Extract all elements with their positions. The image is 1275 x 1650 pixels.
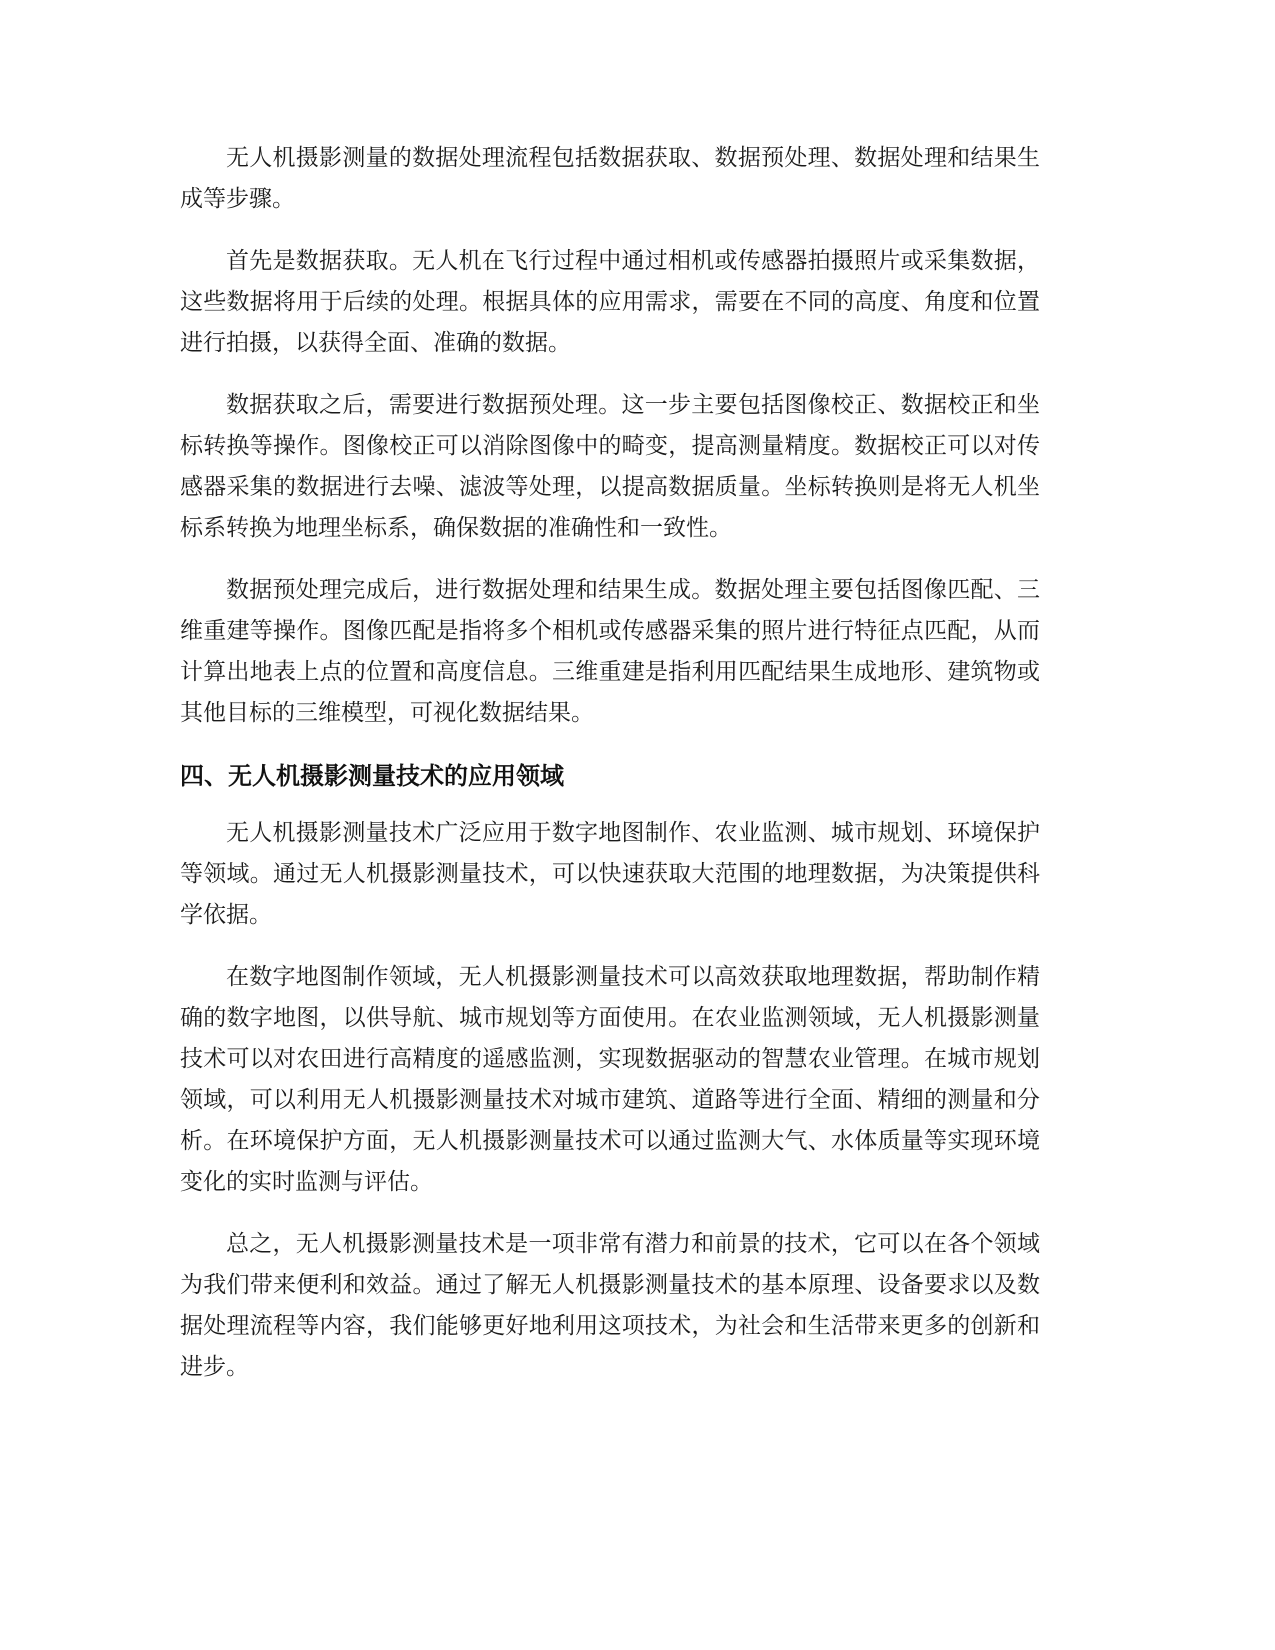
- paragraph-data-acquisition: 首先是数据获取。无人机在飞行过程中通过相机或传感器拍摄照片或采集数据，这些数据将用于后续的处理。根据具体的应用需求，需要在不同的高度、角度和位置进行拍摄，以获得全面、准确的数据。: [180, 248, 1040, 356]
- paragraph-data-processing-results: 数据预处理完成后，进行数据处理和结果生成。数据处理主要包括图像匹配、三维重建等操作。图像匹配是指将多个相机或传感器采集的照片进行特征点匹配，从而计算出地表上点的位置和高度信息。三维重建是指利用匹配结果生成地形、建筑物或其他目标的三维模型，可视化数据结果。: [180, 577, 1040, 726]
- paragraph-application-fields: 在数字地图制作领域，无人机摄影测量技术可以高效获取地理数据，帮助制作精确的数字地图，以供导航、城市规划等方面使用。在农业监测领域，无人机摄影测量技术可以对农田进行高精度的遥感监测，实现数据驱动的智慧农业管理。在城市规划领域，可以利用无人机摄影测量技术对城市建筑、道路等进行全面、精细的测量和分析。在环境保护方面，无人机摄影测量技术可以通过监测大气、水体质量等实现环境变化的实时监测与评估。: [180, 964, 1040, 1195]
- paragraph-conclusion: 总之，无人机摄影测量技术是一项非常有潜力和前景的技术，它可以在各个领域为我们带来便利和效益。通过了解无人机摄影测量技术的基本原理、设备要求以及数据处理流程等内容，我们能够更好地利用这项技术，为社会和生活带来更多的创新和进步。: [180, 1231, 1040, 1380]
- section-heading-applications: 四、无人机摄影测量技术的应用领域: [180, 762, 564, 790]
- paragraph-data-processing-overview: 无人机摄影测量的数据处理流程包括数据获取、数据预处理、数据处理和结果生成等步骤。: [180, 145, 1040, 212]
- paragraph-data-preprocessing: 数据获取之后，需要进行数据预处理。这一步主要包括图像校正、数据校正和坐标转换等操作。图像校正可以消除图像中的畸变，提高测量精度。数据校正可以对传感器采集的数据进行去噪、滤波等处理，以提高数据质量。坐标转换则是将无人机坐标系转换为地理坐标系，确保数据的准确性和一致性。: [180, 392, 1040, 541]
- document-body: [180, 138, 1040, 1409]
- paragraph-applications-overview: 无人机摄影测量技术广泛应用于数字地图制作、农业监测、城市规划、环境保护等领域。通过无人机摄影测量技术，可以快速获取大范围的地理数据，为决策提供科学依据。: [180, 820, 1040, 928]
